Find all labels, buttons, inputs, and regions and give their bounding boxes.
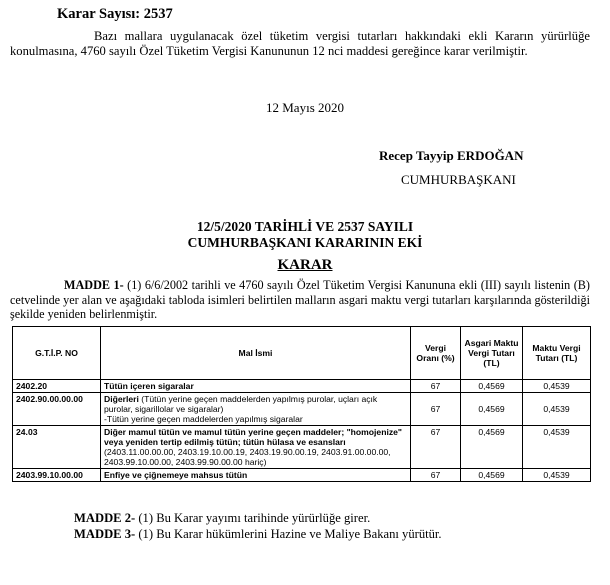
article-1: [10, 278, 590, 322]
row-min-fixed-tax: 0,4569: [461, 380, 523, 393]
article-3: [74, 527, 442, 542]
decision-date: 12 Mayıs 2020: [266, 100, 344, 115]
table-row: [13, 469, 591, 482]
row-min-fixed-tax: 0,4569: [461, 469, 523, 482]
row-item-name-detail: (2403.11.00.00.00, 2403.19.10.00.19, 2403.19.90.00.19, 2403.91.00.00.00, 2403.99.10.00.00, 2403.99.90.00.00 hariç): [104, 447, 391, 467]
signer-name: [379, 148, 523, 164]
annex-title: [0, 219, 610, 251]
row-min-fixed-tax: [461, 393, 523, 426]
row-item-name: [101, 393, 411, 426]
karar-heading: KARAR: [277, 257, 333, 273]
row-fixed-tax: 0,4539: [523, 469, 591, 482]
row-fixed-tax: [523, 393, 591, 426]
row-item-name-bold: Enfiye ve çiğnemeye mahsus tütün: [104, 470, 248, 480]
row-code: 2402.90.00.00.00: [13, 393, 101, 426]
article-3-text: (1) Bu Karar hükümlerini Hazine ve Maliye Bakanı yürütür.: [135, 527, 442, 541]
annex-title-line-2: CUMHURBAŞKANI KARARININ EKİ: [187, 235, 423, 250]
tariff-table: [12, 326, 591, 482]
table-row: [13, 393, 591, 426]
table-header-row: [13, 327, 591, 380]
row-item-name: [101, 380, 411, 393]
row-code: 24.03: [13, 426, 101, 469]
header-fixed-tax: Maktu Vergi Tutarı (TL): [523, 327, 591, 380]
row-tax-rate: [411, 393, 461, 426]
header-gtip: G.T.İ.P. NO: [13, 327, 101, 380]
row-tax-rate: 67: [411, 469, 461, 482]
signer-first-names: Recep Tayyip: [379, 148, 458, 163]
annex-title-line-1: 12/5/2020 TARİHLİ VE 2537 SAYILI: [196, 219, 414, 234]
header-min-fixed-tax: Asgari Maktu Vergi Tutarı (TL): [461, 327, 523, 380]
row-item-name-bold: Diğer mamul tütün ve mamul tütün yerine geçen maddeler; "homojenize" veya yeniden tertip edilmiş tütün; tütün hülasa ve esansları: [104, 427, 403, 447]
row-code: 2403.99.10.00.00: [13, 469, 101, 482]
header-item-name: Mal İsmi: [101, 327, 411, 380]
row-tax-rate: 67: [411, 380, 461, 393]
header-tax-rate: Vergi Oranı (%): [411, 327, 461, 380]
row-tax-rate: 67: [411, 426, 461, 469]
row-item-name-bold: Diğerleri: [104, 394, 139, 404]
table-row: [13, 380, 591, 393]
decision-number: Karar Sayısı: 2537: [57, 6, 173, 22]
row-item-name-bold: Tütün içeren sigaralar: [104, 381, 194, 391]
row-tax-rate-value: 67: [430, 404, 441, 414]
signer-title: CUMHURBAŞKANI: [401, 172, 516, 187]
decision-intro: Bazı mallara uygulanacak özel tüketim vergisi tutarları hakkındaki ekli Kararın yürürlüğe konulmasına, 4760 sayılı Özel Tüketim Vergisi Kanununun 12 nci maddesi gereğince karar verilmiştir.: [10, 29, 590, 58]
article-2-label: MADDE 2-: [74, 511, 136, 525]
article-2-text: (1) Bu Karar yayımı tarihinde yürürlüğe girer.: [135, 511, 371, 525]
row-item-name-detail: (Tütün yerine geçen maddelerden yapılmış purolar, uçları açık purolar, sigarillolar ve sigaralar): [104, 394, 378, 414]
row-item-name: [101, 426, 411, 469]
article-3-label: MADDE 3-: [74, 527, 136, 541]
article-2: [74, 511, 370, 526]
row-fixed-tax-value: 0,4539: [543, 404, 570, 414]
row-fixed-tax: 0,4539: [523, 426, 591, 469]
article-1-text: (1) 6/6/2002 tarihli ve 4760 sayılı Özel Tüketim Vergisi Kanununa ekli (III) sayılı listenin (B) cetvelinde yer alan ve aşağıdaki tabloda isimleri belirtilen malların asgari maktu vergi tutarları karşılarında gösterildiği şekilde yeniden belirlenmiştir.: [10, 278, 590, 321]
row-item-name-subline: -Tütün yerine geçen maddelerden yapılmış sigaralar: [104, 414, 303, 424]
signer-surname: ERDOĞAN: [457, 148, 524, 163]
row-code: 2402.20: [13, 380, 101, 393]
row-min-fixed-tax-value: 0,4569: [478, 404, 505, 414]
article-1-label: MADDE 1-: [64, 278, 124, 292]
row-fixed-tax: 0,4539: [523, 380, 591, 393]
table-row: [13, 426, 591, 469]
row-item-name: [101, 469, 411, 482]
row-min-fixed-tax: 0,4569: [461, 426, 523, 469]
